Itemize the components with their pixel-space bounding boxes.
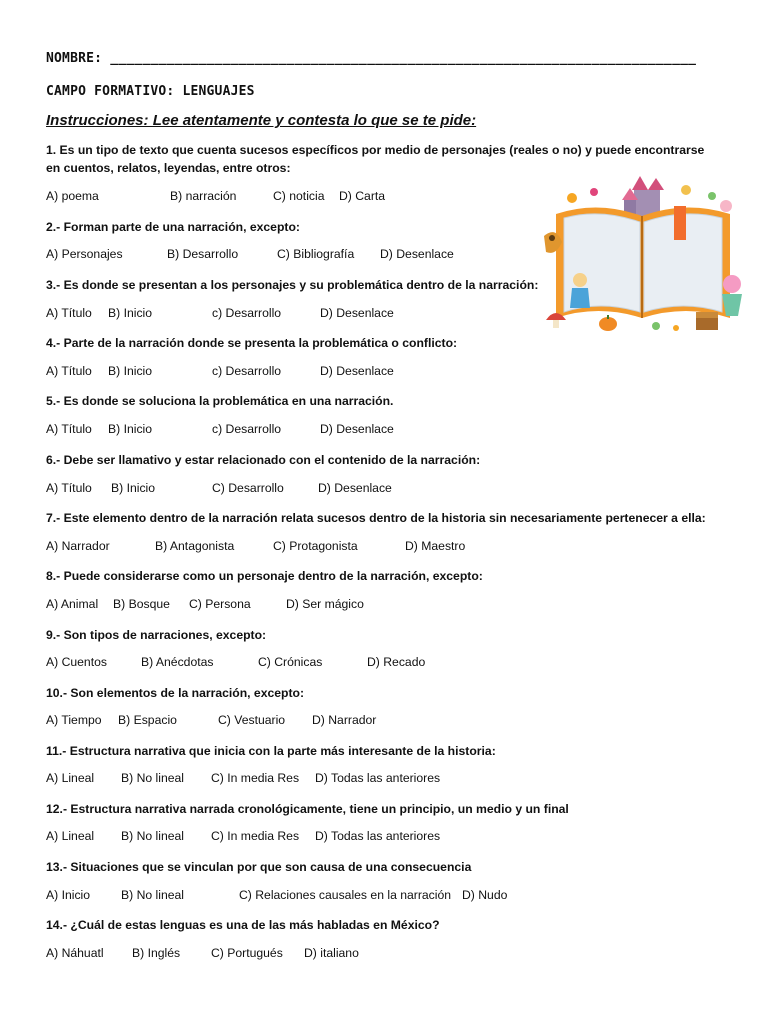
option: D) Nudo — [462, 888, 508, 902]
question-6: 6.- Debe ser llamativo y estar relacionado con el contenido de la narración: — [46, 453, 481, 467]
question-3: 3.- Es donde se presentan a los personajes y su problemática dentro de la narración: — [46, 278, 539, 292]
fairy-icon — [722, 275, 742, 316]
option: C) Crónicas — [258, 655, 323, 669]
option: B) Antagonista — [155, 539, 235, 553]
option: B) Inicio — [108, 306, 153, 320]
option: D) italiano — [304, 946, 359, 960]
option: B) No lineal — [121, 829, 184, 843]
question-1: 1. Es un tipo de texto que cuenta sucesos específicos por medio de personajes (reales o no) y puede encontrarse en cuentos, relatos, leyendas, entre otros: — [46, 143, 705, 175]
option: D) Recado — [367, 655, 426, 669]
question-7: 7.- Este elemento dentro de la narración relata sucesos dentro de la historia sin necesariamente pertenecer a ella: — [46, 511, 706, 525]
name-line: NOMBRE: _________________________________________________________________________ — [46, 51, 697, 66]
option: C) Bibliografía — [277, 247, 355, 261]
option: A) Título — [46, 364, 92, 378]
option: D) Desenlace — [380, 247, 454, 261]
options-6 — [46, 481, 566, 499]
instructions: Instrucciones: Lee atentamente y contesta lo que se te pide: — [46, 112, 477, 129]
options-3 — [46, 306, 566, 324]
campo-formativo: CAMPO FORMATIVO: LENGUAJES — [46, 84, 255, 99]
option: D) Ser mágico — [286, 597, 364, 611]
option: D) Narrador — [312, 713, 377, 727]
option: C) In media Res — [211, 771, 300, 785]
option: A) Título — [46, 306, 92, 320]
option: C) noticia — [273, 189, 325, 203]
options-5 — [46, 422, 566, 440]
option: C) Portugués — [211, 946, 283, 960]
option: B) Inicio — [108, 422, 153, 436]
option: C) Relaciones causales en la narración — [239, 888, 452, 902]
options-11 — [46, 771, 566, 789]
options-12 — [46, 829, 566, 847]
option: C) Vestuario — [218, 713, 286, 727]
options-1 — [46, 189, 566, 207]
options-2 — [46, 247, 566, 265]
options-14 — [46, 946, 566, 964]
option: B) Inicio — [111, 481, 156, 495]
option: A) Animal — [46, 597, 99, 611]
options-8 — [46, 597, 566, 615]
option: A) Título — [46, 422, 92, 436]
question-12: 12.- Estructura narrativa narrada cronológicamente, tiene un principio, un medio y un final — [46, 802, 569, 816]
option: C) Persona — [189, 597, 251, 611]
option: B) Espacio — [118, 713, 177, 727]
options-4 — [46, 364, 566, 382]
option: A) Inicio — [46, 888, 91, 902]
question-10: 10.- Son elementos de la narración, excepto: — [46, 686, 305, 700]
options-10 — [46, 713, 566, 731]
options-7 — [46, 539, 566, 557]
question-8: 8.- Puede considerarse como un personaje dentro de la narración, excepto: — [46, 569, 483, 583]
option: A) Lineal — [46, 829, 95, 843]
question-4: 4.- Parte de la narración donde se presenta la problemática o conflicto: — [46, 336, 458, 350]
question-2: 2.- Forman parte de una narración, excepto: — [46, 220, 300, 234]
option: B) Desarrollo — [167, 247, 239, 261]
treasure-chest-icon — [696, 312, 718, 330]
option: D) Desenlace — [318, 481, 392, 495]
option: A) Tiempo — [46, 713, 102, 727]
option: B) No lineal — [121, 888, 184, 902]
option: B) narración — [170, 189, 237, 203]
option: B) Inicio — [108, 364, 153, 378]
pumpkin-icon — [599, 315, 617, 331]
option: c) Desarrollo — [212, 422, 282, 436]
question-9: 9.- Son tipos de narraciones, excepto: — [46, 628, 267, 642]
option: D) Maestro — [405, 539, 466, 553]
option: c) Desarrollo — [212, 364, 282, 378]
question-14: 14.- ¿Cuál de estas lenguas es una de las más habladas en México? — [46, 918, 440, 932]
option: D) Desenlace — [320, 306, 394, 320]
storybook-illustration — [536, 176, 750, 338]
option: A) Lineal — [46, 771, 95, 785]
question-13: 13.- Situaciones que se vinculan por que son causa de una consecuencia — [46, 860, 472, 874]
option: D) Todas las anteriores — [315, 771, 441, 785]
option: A) poema — [46, 189, 99, 203]
option: C) Desarrollo — [212, 481, 284, 495]
option: B) No lineal — [121, 771, 184, 785]
option: B) Bosque — [113, 597, 170, 611]
option: A) Título — [46, 481, 92, 495]
option: A) Náhuatl — [46, 946, 104, 960]
option: D) Carta — [339, 189, 386, 203]
option: A) Cuentos — [46, 655, 107, 669]
option: A) Narrador — [46, 539, 110, 553]
option: A) Personajes — [46, 247, 123, 261]
option: B) Anécdotas — [141, 655, 214, 669]
option: B) Inglés — [132, 946, 181, 960]
option: D) Todas las anteriores — [315, 829, 441, 843]
question-5: 5.- Es donde se soluciona la problemática en una narración. — [46, 394, 394, 408]
option: C) In media Res — [211, 829, 300, 843]
option: D) Desenlace — [320, 422, 394, 436]
option: C) Protagonista — [273, 539, 358, 553]
option: c) Desarrollo — [212, 306, 282, 320]
options-13 — [46, 888, 566, 906]
option: D) Desenlace — [320, 364, 394, 378]
options-9 — [46, 655, 566, 673]
question-11: 11.- Estructura narrativa que inicia con la parte más interesante de la historia: — [46, 744, 496, 758]
